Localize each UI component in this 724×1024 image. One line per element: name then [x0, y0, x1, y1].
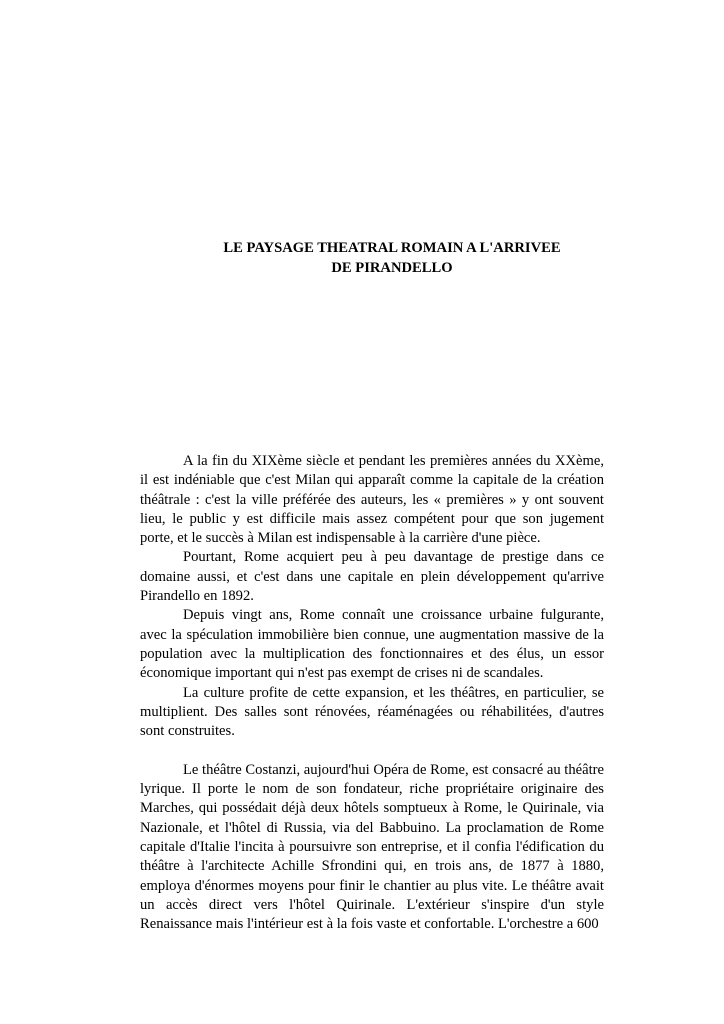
paragraph-rome-growth: Depuis vingt ans, Rome connaît une croissance urbaine fulgurante, avec la spéculation immobilière bien connue, une augmentation massive de la population avec la multiplication des fonctionnaires et des élus, un essor économique important qui n'est pas exempt de crises ni de scandales.: [140, 607, 604, 682]
paragraph-culture: La culture profite de cette expansion, et les théâtres, en particulier, se multiplient. Des salles sont rénovées, réaménagées ou réhabilitées, d'autres sont construites.: [140, 684, 604, 740]
paragraph-spacer: [140, 741, 604, 760]
body-text: [140, 452, 604, 934]
title-line-2: DE PIRANDELLO: [331, 260, 453, 276]
paragraph-rome-prestige: Pourtant, Rome acquiert peu à peu davantage de prestige dans ce domaine aussi, et c'est dans une capitale en plein développement qu'arrive Pirandello en 1892.: [140, 549, 604, 605]
page-title: [140, 238, 644, 278]
paragraph-costanzi: Le théâtre Costanzi, aujourd'hui Opéra de Rome, est consacré au théâtre lyrique. Il porte le nom de son fondateur, riche propriétaire originaire des Marches, qui possédait déjà deux hôtels somptueux à Rome, le Quirinale, via Nazionale, et l'hôtel di Russia, via del Babbuino. La proclamation de Rome capitale d'Italie l'incita à poursuivre son entreprise, et il confia l'édification du théâtre à l'architecte Achille Sfrondini qui, en trois ans, de 1877 à 1880, employa d'énormes moyens pour finir le chantier au plus vite. Le théâtre avait un accès direct vers l'hôtel Quirinale. L'extérieur s'inspire d'un style Renaissance mais l'intérieur est à la fois vaste et confortable. L'orchestre a 600: [140, 761, 604, 933]
title-line-1: LE PAYSAGE THEATRAL ROMAIN A L'ARRIVEE: [223, 240, 561, 256]
paragraph-milan: A la fin du XIXème siècle et pendant les premières années du XXème, il est indéniable que c'est Milan qui apparaît comme la capitale de la création théâtrale : c'est la ville préférée des auteurs, les « premières » y ont souvent lieu, le public y est difficile mais assez compétent pour que son jugement porte, et le succès à Milan est indispensable à la carrière d'une pièce.: [140, 453, 604, 547]
